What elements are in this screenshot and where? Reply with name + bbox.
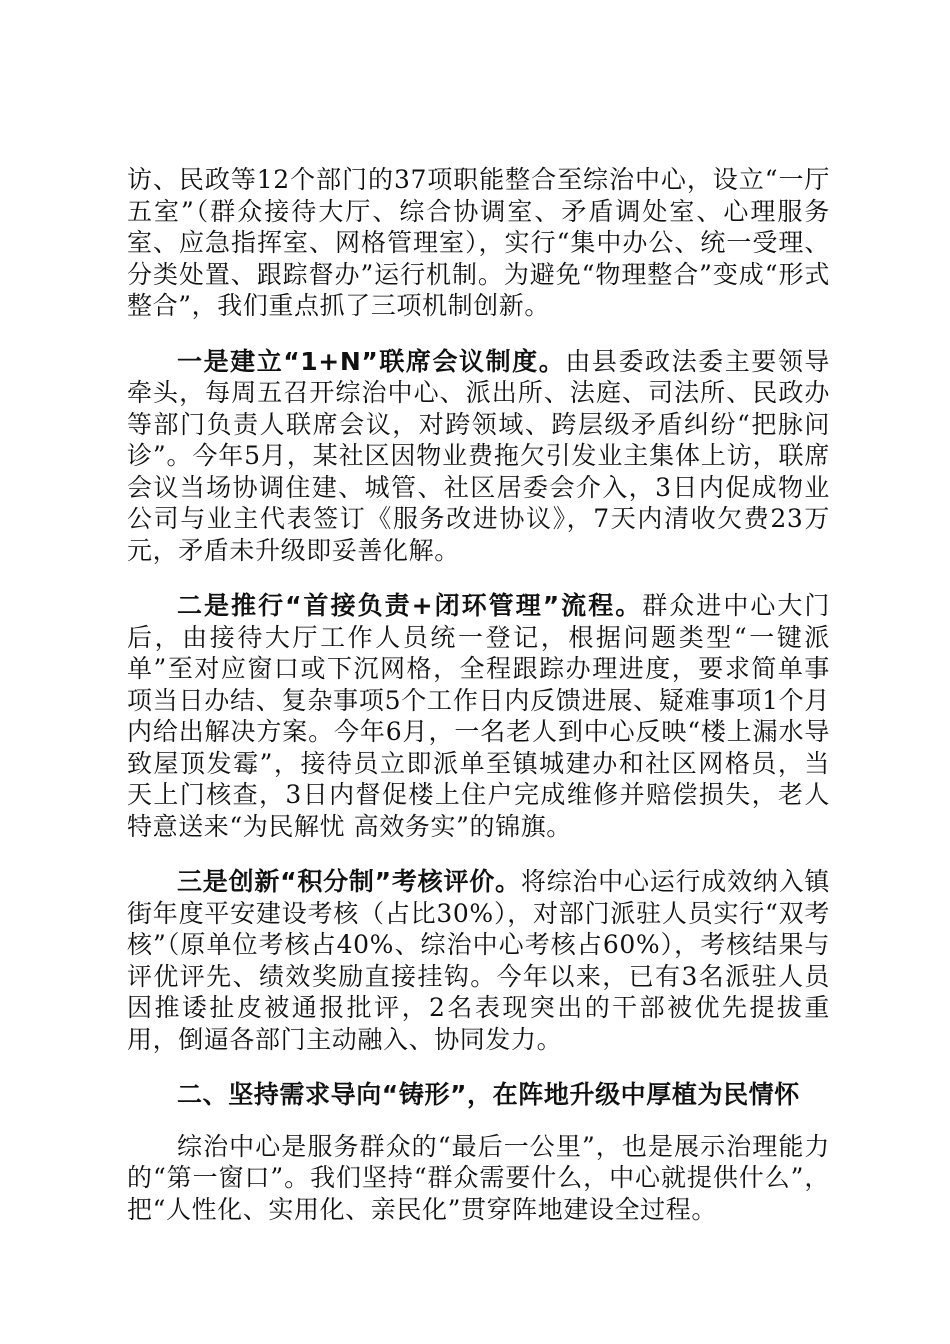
paragraph-lead: 三是创新“积分制”考核评价。 <box>177 867 521 896</box>
paragraph-text: 将综治中心运行成效纳入镇街年度平安建设考核（占比30%），对部门派驻人员实行“双考核”（原单位考核占40%、综治中心考核占60%），考核结果与评优评先、绩效奖励直接挂钩。今年以来，已有3名派驻人员因推诿扯皮被通报批评，2名表现突出的干部被优先提拔重用，倒逼各部门主动融入、协同发力。 <box>127 867 831 1054</box>
paragraph-points-assessment <box>127 866 830 1055</box>
paragraph-lead: 二是推行“首接负责+闭环管理”流程。 <box>177 591 643 620</box>
document-page <box>127 164 830 1225</box>
paragraph-text: 群众进中心大门后，由接待大厅工作人员统一登记，根据问题类型“一键派单”至对应窗口或下沉网格，全程跟踪办理进度，要求简单事项当日办结、复杂事项5个工作日内反馈进展、疑难事项1个月内给出解决方案。今年6月，一名老人到中心反映“楼上漏水导致屋顶发霉”，接待员立即派单至镇城建办和社区网格员，当天上门核查，3日内督促楼上住户完成维修并赔偿损失，老人特意送来“为民解忧 高效务实”的锦旗。 <box>127 591 830 841</box>
paragraph-text: 访、民政等12个部门的37项职能整合至综治中心，设立“一厅五室”（群众接待大厅、综合协调室、矛盾调处室、心理服务室、应急指挥室、网格管理室），实行“集中办公、统一受理、分类处置、跟踪督办”运行机制。为避免“物理整合”变成“形式整合”，我们重点抓了三项机制创新。 <box>127 165 830 320</box>
section-heading: 二、坚持需求导向“铸形”，在阵地升级中厚植为民情怀 <box>177 1080 800 1109</box>
paragraph-integration <box>127 164 830 322</box>
paragraph-text: 由县委政法委主要领导牵头，每周五召开综治中心、派出所、法庭、司法所、民政办等部门负责人联席会议，对跨领域、跨层级矛盾纠纷“把脉问诊”。今年5月，某社区因物业费拖欠引发业主集体上访，联席会议当场协调住建、城管、社区居委会介入，3日内促成物业公司与业主代表签订《服务改进协议》，7天内清收欠费23万元，矛盾未升级即妥善化解。 <box>127 346 830 565</box>
paragraph-lead: 一是建立“1+N”联席会议制度。 <box>177 346 566 376</box>
paragraph-joint-meeting <box>127 346 830 567</box>
paragraph-service-frontline <box>127 1131 830 1226</box>
paragraph-text: 综治中心是服务群众的“最后一公里”，也是展示治理能力的“第一窗口”。我们坚持“群众需要什么，中心就提供什么”，把“人性化、实用化、亲民化”贯穿阵地建设全过程。 <box>127 1131 830 1224</box>
paragraph-closed-loop <box>127 590 830 842</box>
